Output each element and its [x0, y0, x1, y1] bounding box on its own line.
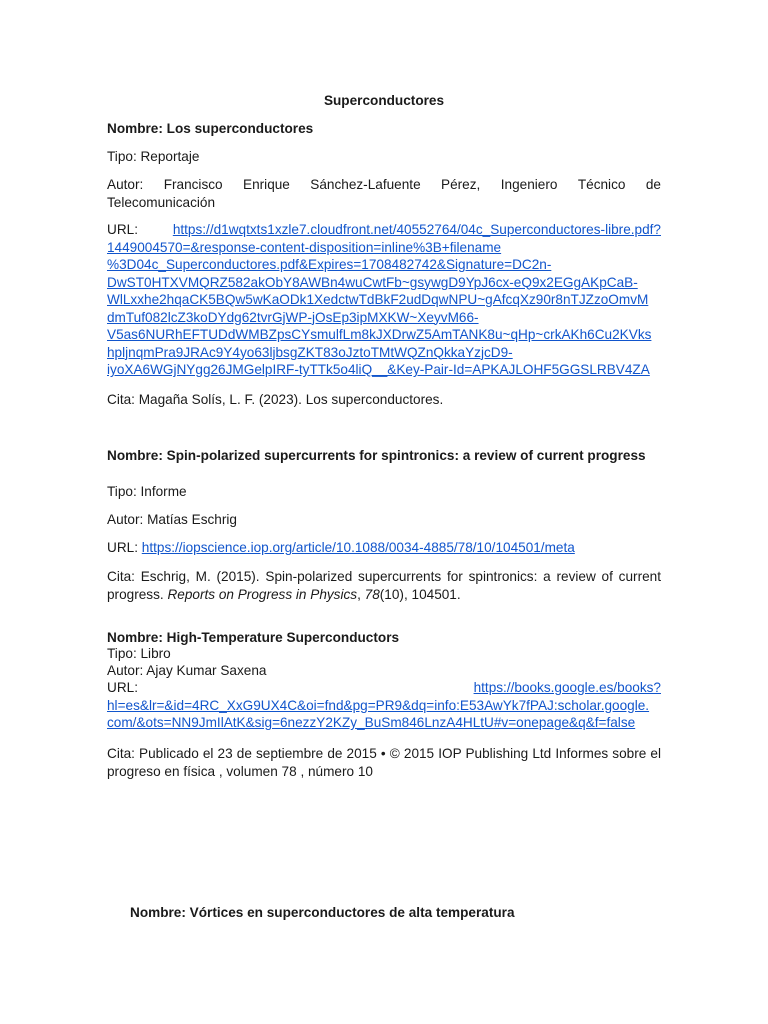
entry-2-url [107, 539, 661, 557]
entry-1-citation: Cita: Magaña Solís, L. F. (2023). Los superconductores. [107, 392, 444, 407]
entry-1-url-link-line6[interactable]: dmTuf082lcZ3koDYdg62tvrGjWP-jOsEp3ipMXKW~XeyvM66- [107, 309, 479, 325]
entry-1-url-link-line1[interactable]: https://d1wqtxts1xzle7.cloudfront.net/40552764/04c_Superconductores-libre.pdf? [172, 222, 661, 237]
entry-1-name: Nombre: Los superconductores [107, 121, 314, 136]
entry-4-name: Nombre: Vórtices en superconductores de alta temperatura [130, 905, 515, 920]
entry-3-url-block [107, 679, 661, 732]
entry-2-citation-sep: , [357, 586, 365, 602]
entry-2-author-name: Matías Eschrig [147, 512, 237, 527]
entry-2-citation-text: Cita: Eschrig, M. (2015). Spin-polarized supercurrents for spintronics: a review of current progress. [107, 569, 661, 602]
entry-1-author-line2: Telecomunicación [107, 194, 216, 210]
entry-2-url-link[interactable]: https://iopscience.iop.org/article/10.1088/0034-4885/78/10/104501/meta [141, 540, 575, 555]
entry-3-name: Nombre: High-Temperature Superconductors [107, 630, 400, 645]
entry-1-type: Tipo: Reportaje [107, 149, 200, 164]
entry-3-url-row1 [107, 679, 661, 697]
entry-2-type: Tipo: Informe [107, 484, 187, 499]
entry-2-author [107, 511, 661, 529]
entry-2-author-label: Autor: [107, 512, 144, 527]
entry-1-url-link-line8[interactable]: hpljnqmPra9JRAc9Y4yo63ljbsgZKT83oJztoTMtWQZnQkkaYzjcD9- [107, 344, 513, 360]
entry-2-citation-journal: Reports on Progress in Physics [167, 586, 358, 602]
entry-3-type: Tipo: Libro [107, 646, 171, 661]
entry-3-url-link-line3[interactable]: com/&ots=NN9JmIlAtK&sig=6nezzY2KZy_BuSm846LnzA4HLtU#v=onepage&q&f=false [107, 715, 636, 730]
entry-2-citation-volume: 78 [364, 586, 380, 602]
entry-1-url-link-line9[interactable]: iyoXA6WGjNYgg26JMGelpIRF-tyTTk5o4liQ__&Key-Pair-Id=APKAJLOHF5GGSLRBV4ZA [107, 362, 650, 377]
entry-1-url-link-line3[interactable]: %3D04c_Superconductores.pdf&Expires=1708482742&Signature=DC2n- [107, 257, 552, 272]
entry-2-citation [107, 568, 661, 603]
entry-2-name: Nombre: Spin-polarized supercurrents for spintronics: a review of current progress [107, 448, 646, 463]
entry-3-citation: Cita: Publicado el 23 de septiembre de 2015 • © 2015 IOP Publishing Ltd Informes sobre el progreso en física , volumen 78 , número 10 [107, 746, 661, 779]
entry-1-author-line1: Autor: Francisco Enrique Sánchez-Lafuente Pérez, Ingeniero Técnico de [107, 177, 661, 192]
entry-1-author [107, 176, 661, 211]
entry-1-url-link-line5[interactable]: WlLxxhe2hqaCK5BQw5wKaODk1XedctwTdBkF2udDqwNPU~gAfcqXz90r8nTJZzoOmvM [107, 292, 649, 307]
entry-1-url-block [107, 221, 661, 379]
entry-3-url-link-line1[interactable]: https://books.google.es/books? [473, 680, 661, 695]
entry-3-url-link-line2[interactable]: hl=es&lr=&id=4RC_XxG9UX4C&oi=fnd&pg=PR9&dq=info:E53AwYk7fPAJ:scholar.google. [107, 697, 650, 713]
entry-2-citation-pages: (10), 104501. [379, 586, 461, 602]
entry-2-url-label: URL: [107, 540, 138, 555]
entry-1-url-link-line4[interactable]: DwST0HTXVMQRZ582akObY8AWBn4wuCwtFb~gsywgD9YpJ6cx-eQ9x2EGgAKpCaB- [107, 274, 638, 290]
entry-1-url-row1 [107, 221, 661, 239]
page-title: Superconductores [323, 93, 445, 108]
entry-1-url-link-line7[interactable]: V5as6NURhEFTUDdWMBZpsCYsmulfLm8kJXDrwZ5AmTANK8u~qHp~crkAKh6Cu2KVks [107, 327, 652, 342]
entry-3-author: Autor: Ajay Kumar Saxena [107, 663, 267, 678]
entry-1-url-link-line2[interactable]: 1449004570=&response-content-disposition=inline%3B+filename [107, 239, 502, 255]
entry-1-url-label: URL: [107, 222, 138, 237]
entry-3-url-label: URL: [107, 680, 138, 695]
